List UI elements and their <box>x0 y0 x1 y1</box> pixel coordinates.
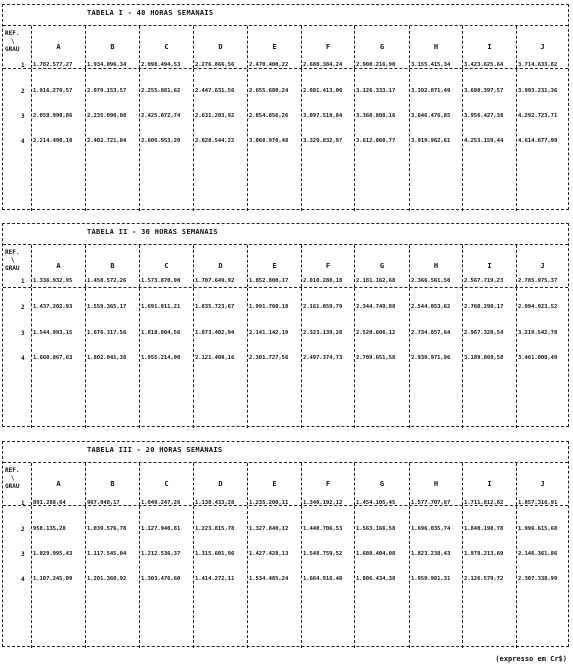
table-cell: 3.097.519,84 <box>303 113 343 119</box>
table-title: TABELA I - 40 HORAS SEMANAIS <box>87 9 214 17</box>
column-header: G <box>354 463 409 505</box>
ref-header-line: GRAU <box>5 483 20 490</box>
table-cell: 2.994.923,52 <box>518 304 558 310</box>
table-cell: 2.520.606,12 <box>356 330 396 336</box>
table-cell: 3.461.008,49 <box>518 355 558 361</box>
column-header: G <box>354 245 409 287</box>
table-cell: 1.127.940,81 <box>141 526 181 532</box>
grau-number: 3 <box>21 330 25 337</box>
table-cell: 1.978.213,69 <box>464 551 504 557</box>
table-cell: 3.646.476,85 <box>411 113 451 119</box>
table-cell: 1.544.993,15 <box>33 330 73 336</box>
table-cell: 2.161.059,79 <box>303 304 343 310</box>
table-cell: 1.680.404,08 <box>356 551 396 557</box>
table-cell: 1.534.485,24 <box>249 576 289 582</box>
grau-number: 4 <box>21 355 25 362</box>
grau-number: 2 <box>21 304 25 311</box>
currency-note: (expresso em Cr$) <box>495 655 567 663</box>
table-cell: 2.606.953,20 <box>141 138 181 144</box>
table-body <box>3 62 568 211</box>
table-cell: 2.908.216,90 <box>356 62 396 68</box>
table-cell: 967.048,17 <box>87 500 120 506</box>
ref-header-line: GRAU <box>5 265 20 272</box>
table-cell: 3.714.633,82 <box>518 62 558 68</box>
grau-number: 4 <box>21 576 25 583</box>
table-cell: 3.392.071,49 <box>411 88 451 94</box>
table-cell: 2.344.749,88 <box>356 304 396 310</box>
salary-table <box>2 441 569 647</box>
column-header: D <box>193 26 247 68</box>
grau-number: 1 <box>21 62 25 69</box>
grau-number: 4 <box>21 138 25 145</box>
table-title-bar <box>3 442 568 463</box>
table-cell: 2.121.408,16 <box>195 355 235 361</box>
ref-header-line: REF. <box>5 249 20 256</box>
table-cell: 2.126.579,72 <box>464 576 504 582</box>
table-cell: 3.993.231,36 <box>518 88 558 94</box>
table-cell: 2.967.320,54 <box>464 330 504 336</box>
table-cell: 1.107.245,09 <box>33 576 73 582</box>
table-cell: 1.691.911,21 <box>141 304 181 310</box>
table-cell: 1.852.800,17 <box>249 278 289 284</box>
table-cell: 1.563.166,58 <box>356 526 396 532</box>
column-header: J <box>516 26 568 68</box>
table-cell: 1.835.723,67 <box>195 304 235 310</box>
table-cell: 1.039.576,78 <box>87 526 127 532</box>
table-cell: 1.559.365,17 <box>87 304 127 310</box>
column-header: B <box>85 463 139 505</box>
table-cell: 1.676.317,56 <box>87 330 127 336</box>
table-cell: 3.612.868,77 <box>356 138 396 144</box>
table-cell: 2.059.990,86 <box>33 113 73 119</box>
grau-number: 1 <box>21 500 25 507</box>
table-cell: 1.336.932,95 <box>33 278 73 284</box>
table-cell: 2.854.856,26 <box>249 113 289 119</box>
grau-number: 1 <box>21 278 25 285</box>
grau-number: 2 <box>21 88 25 95</box>
column-header: B <box>85 245 139 287</box>
table-cell: 2.497.374,73 <box>303 355 343 361</box>
column-header: A <box>31 26 85 68</box>
table-cell: 2.402.721,84 <box>87 138 127 144</box>
table-cell: 1.660.867,63 <box>33 355 73 361</box>
table-cell: 1.315.601,96 <box>195 551 235 557</box>
ref-header-line: REF. <box>5 467 20 474</box>
table-cell: 3.126.333,17 <box>356 88 396 94</box>
table-cell: 1.049.247,26 <box>141 500 181 506</box>
table-cell: 3.423.625,64 <box>464 62 504 68</box>
column-header: A <box>31 245 85 287</box>
table-row <box>3 526 568 536</box>
column-header: J <box>516 245 568 287</box>
table-cell: 1.327.840,12 <box>249 526 289 532</box>
table-cell: 1.707.649,92 <box>195 278 235 284</box>
table-title-bar <box>3 224 568 245</box>
column-header: D <box>193 463 247 505</box>
table-cell: 2.470.400,22 <box>249 62 289 68</box>
column-header: B <box>85 26 139 68</box>
table-cell: 2.181.162,68 <box>356 278 396 284</box>
table-cell: 3.680.397,57 <box>464 88 504 94</box>
column-header: I <box>462 26 516 68</box>
table-row <box>3 500 568 510</box>
table-cell: 3.219.542,78 <box>518 330 558 336</box>
table-cell: 2.655.680,24 <box>249 88 289 94</box>
table-cell: 1.414.272,11 <box>195 576 235 582</box>
table-cell: 1.577.707,67 <box>411 500 451 506</box>
table-cell: 2.631.203,92 <box>195 113 235 119</box>
table-cell: 1.450.572,26 <box>87 278 127 284</box>
table-cell: 1.201.360,92 <box>87 576 127 582</box>
table-row <box>3 278 568 288</box>
table-cell: 4.614.677,99 <box>518 138 558 144</box>
table-row <box>3 304 568 314</box>
salary-table <box>2 4 569 210</box>
column-header: H <box>409 245 462 287</box>
table-row <box>3 138 568 148</box>
table-cell: 2.760.298,17 <box>464 304 504 310</box>
table-row <box>3 62 568 72</box>
column-header: E <box>247 26 301 68</box>
grau-number: 2 <box>21 526 25 533</box>
table-cell: 1.802.041,38 <box>87 355 127 361</box>
column-header: H <box>409 26 462 68</box>
table-cell: 2.098.494,53 <box>141 62 181 68</box>
column-header: E <box>247 245 301 287</box>
table-cell: 2.544.053,62 <box>411 304 451 310</box>
table-cell: 1.235.200,11 <box>249 500 289 506</box>
table-cell: 4.253.159,44 <box>464 138 504 144</box>
table-title-bar <box>3 5 568 26</box>
table-cell: 2.939.971,96 <box>411 355 451 361</box>
table-cell: 3.068.970,48 <box>249 138 289 144</box>
salary-table <box>2 223 569 427</box>
table-cell: 2.301.727,56 <box>249 355 289 361</box>
column-header: D <box>193 245 247 287</box>
table-cell: 1.840.198,78 <box>464 526 504 532</box>
table-cell: 2.276.866,56 <box>195 62 235 68</box>
column-header: E <box>247 463 301 505</box>
table-cell: 1.991.760,18 <box>249 304 289 310</box>
table-row <box>3 113 568 123</box>
column-header: J <box>516 463 568 505</box>
table-cell: 2.235.090,08 <box>87 113 127 119</box>
table-cell: 1.955.214,90 <box>141 355 181 361</box>
table-cell: 1.806.434,38 <box>356 576 396 582</box>
table-cell: 3.155.415,34 <box>411 62 451 68</box>
column-header: F <box>301 26 354 68</box>
table-cell: 2.307.338,99 <box>518 576 558 582</box>
table-cell: 2.734.857,64 <box>411 330 451 336</box>
column-header: C <box>139 26 193 68</box>
table-cell: 2.567.719,23 <box>464 278 504 284</box>
table-cell: 1.454.105,45 <box>356 500 396 506</box>
table-cell: 2.447.631,56 <box>195 88 235 94</box>
table-cell: 1.916.270,57 <box>33 88 73 94</box>
column-header: C <box>139 463 193 505</box>
table-cell: 1.973.402,94 <box>195 330 235 336</box>
ref-header-line: \ <box>11 257 15 264</box>
column-header: F <box>301 245 354 287</box>
table-cell: 2.785.975,37 <box>518 278 558 284</box>
grau-number: 3 <box>21 113 25 120</box>
table-row <box>3 355 568 365</box>
column-header: F <box>301 463 354 505</box>
table-cell: 3.189.869,58 <box>464 355 504 361</box>
table-cell: 1.029.995,43 <box>33 551 73 557</box>
table-cell: 1.959.981,31 <box>411 576 451 582</box>
ref-header-line: \ <box>11 38 15 45</box>
table-row <box>3 88 568 98</box>
table-cell: 1.440.706,53 <box>303 526 343 532</box>
table-row <box>3 551 568 561</box>
table-cell: 1.303.476,60 <box>141 576 181 582</box>
ref-header-line: GRAU <box>5 46 20 53</box>
column-header: C <box>139 245 193 287</box>
ref-header-line: \ <box>11 475 15 482</box>
table-cell: 1.996.615,68 <box>518 526 558 532</box>
table-cell: 3.360.808,16 <box>356 113 396 119</box>
table-cell: 1.573.870,90 <box>141 278 181 284</box>
table-cell: 1.823.238,43 <box>411 551 451 557</box>
table-cell: 2.425.072,74 <box>141 113 181 119</box>
table-cell: 1.818.804,56 <box>141 330 181 336</box>
table-row <box>3 330 568 340</box>
table-cell: 1.212.536,37 <box>141 551 181 557</box>
table-cell: 1.340.192,12 <box>303 500 343 506</box>
column-header: G <box>354 26 409 68</box>
table-cell: 1.427.428,13 <box>249 551 289 557</box>
table-cell: 2.323.139,28 <box>303 330 343 336</box>
table-cell: 4.292.723,71 <box>518 113 558 119</box>
grau-number: 3 <box>21 551 25 558</box>
table-cell: 3.956.427,38 <box>464 113 504 119</box>
table-cell: 2.709.651,58 <box>356 355 396 361</box>
table-cell: 2.010.288,18 <box>303 278 343 284</box>
table-cell: 2.146.361,86 <box>518 551 558 557</box>
ref-grau-header <box>3 463 31 505</box>
table-cell: 2.255.881,62 <box>141 88 181 94</box>
table-cell: 1.782.577,27 <box>33 62 73 68</box>
table-cell: 891.288,64 <box>33 500 66 506</box>
table-cell: 958.135,28 <box>33 526 66 532</box>
table-cell: 2.881.413,06 <box>303 88 343 94</box>
column-header: H <box>409 463 462 505</box>
table-cell: 1.696.035,74 <box>411 526 451 532</box>
table-cell: 1.437.202,93 <box>33 304 73 310</box>
table-row <box>3 576 568 586</box>
table-cell: 1.664.916,48 <box>303 576 343 582</box>
table-cell: 1.934.096,34 <box>87 62 127 68</box>
table-cell: 3.329.832,97 <box>303 138 343 144</box>
table-cell: 1.548.759,52 <box>303 551 343 557</box>
ref-header-line: REF. <box>5 30 20 37</box>
table-cell: 1.711.812,82 <box>464 500 504 506</box>
table-cell: 2.680.384,24 <box>303 62 343 68</box>
table-title: TABELA III - 20 HORAS SEMANAIS <box>87 446 223 454</box>
table-cell: 3.919.962,61 <box>411 138 451 144</box>
column-header: I <box>462 245 516 287</box>
table-title: TABELA II - 30 HORAS SEMANAIS <box>87 228 218 236</box>
table-cell: 2.079.153,57 <box>87 88 127 94</box>
table-cell: 1.138.433,28 <box>195 500 235 506</box>
table-body <box>3 500 568 648</box>
column-header: I <box>462 463 516 505</box>
column-header: A <box>31 463 85 505</box>
table-body <box>3 278 568 428</box>
table-cell: 1.857.316,91 <box>518 500 558 506</box>
table-cell: 1.223.815,78 <box>195 526 235 532</box>
table-cell: 2.828.544,22 <box>195 138 235 144</box>
table-cell: 2.141.142,19 <box>249 330 289 336</box>
table-cell: 2.366.561,50 <box>411 278 451 284</box>
table-cell: 1.117.545,04 <box>87 551 127 557</box>
table-cell: 2.214.490,18 <box>33 138 73 144</box>
